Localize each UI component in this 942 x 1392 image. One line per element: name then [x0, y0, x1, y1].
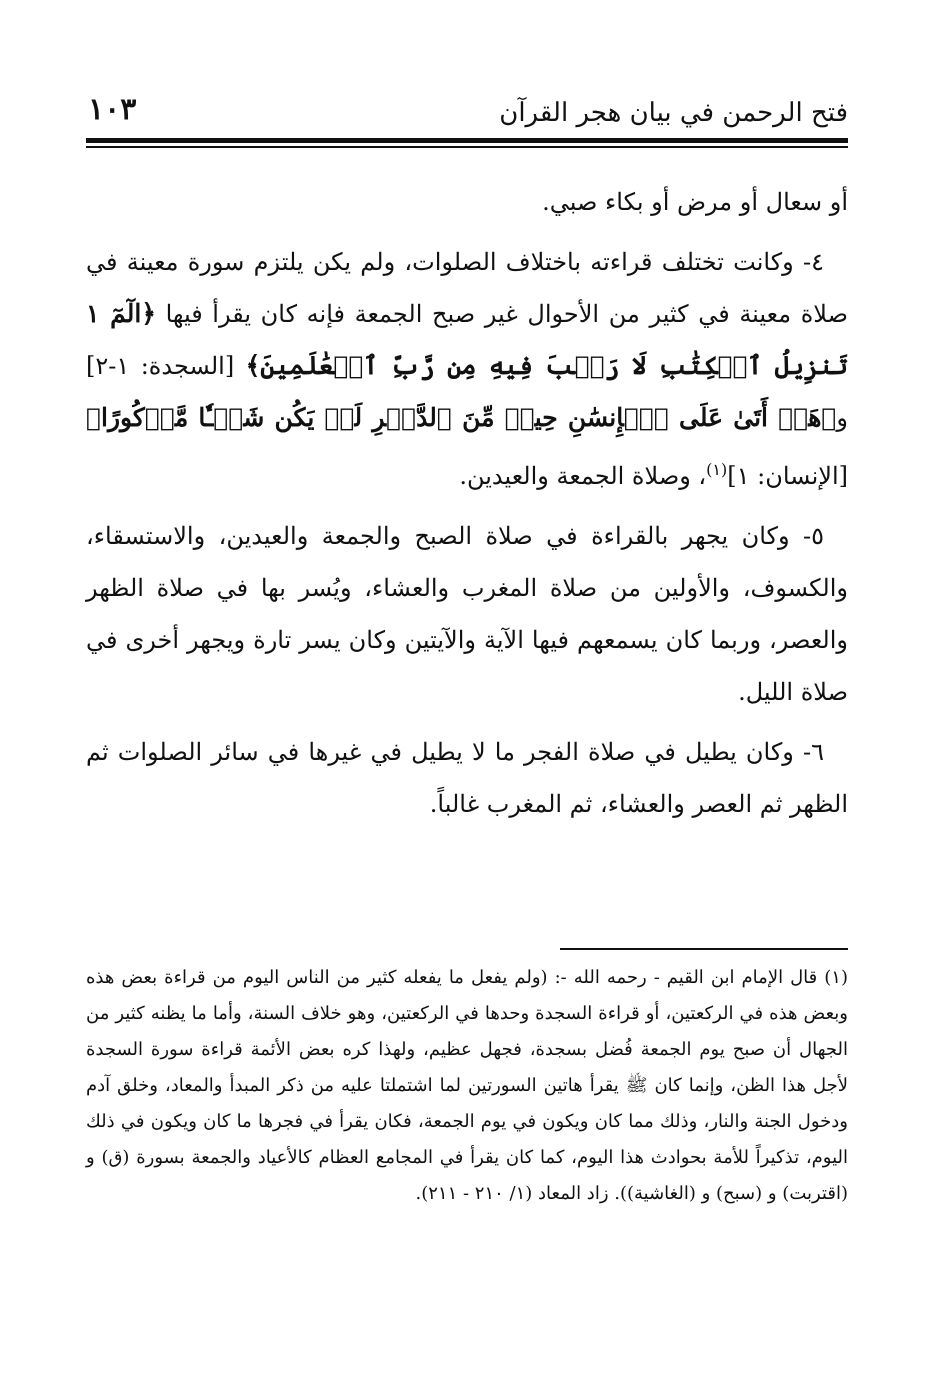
paragraph-3: ٥- وكان يجهر بالقراءة في صلاة الصبح والجمعة والعيدين، والاستسقاء، والكسوف، والأولين من صلاة المغرب والعشاء، ويُسر بها في صلاة الظهر والعصر، وربما كان يسمعهم فيها الآية والآيتين وكان يسر تارة ويجهر أخرى في صلاة الليل.	[86, 522, 848, 706]
quran-verse-insan: ﴿هَلۡ أَتَىٰ عَلَى ٱلۡإِنسَٰنِ حِينٞ مِّنَ ٱلدَّهۡرِ لَمۡ يَكُن شَيۡـٔٗا مَّذۡكُورًا﴾	[86, 403, 837, 432]
paragraph-2	[86, 236, 848, 502]
page-number: ١٠٣	[88, 92, 137, 127]
footnote-separator	[560, 948, 848, 950]
header-rule-thick	[86, 138, 848, 143]
paragraph-4: ٦- وكان يطيل في صلاة الفجر ما لا يطيل في غيرها في سائر الصلوات ثم الظهر ثم العصر والعشاء، ثم المغرب غالباً.	[86, 738, 848, 818]
quran-verse-sajdah: ﴿الٓمٓ ١ تَنزِيلُ ٱلۡكِتَٰبِ لَا رَيۡبَ فِيهِ مِن رَّبِّ ٱلۡعَٰلَمِينَ﴾	[86, 299, 848, 380]
running-header	[88, 92, 848, 136]
verse-reference-sajdah: [السجدة: ١-٢] و	[86, 352, 848, 432]
header-rule-thin	[86, 146, 848, 148]
footnote-marker: (١)	[706, 460, 728, 479]
paragraph-1: أو سعال أو مرض أو بكاء صبي.	[542, 188, 848, 216]
main-text	[86, 176, 848, 838]
footnote	[86, 960, 848, 1212]
paragraph-2-intro: ٤- وكانت تختلف قراءته باختلاف الصلوات، ولم يكن يلتزم سورة معينة في صلاة معينة في كثير من الأحوال غير صبح الجمعة فإنه كان يقرأ فيها	[86, 248, 848, 328]
book-title: فتح الرحمن في بيان هجر القرآن	[499, 98, 848, 128]
footnote-text: (١) قال الإمام ابن القيم - رحمه الله -: (ولم يفعل ما يفعله كثير من الناس اليوم من قراءة بعض هذه وبعض هذه في الركعتين، أو قراءة السجدة وحدها في الركعتين، وهو خلاف السنة، وأما ما يظنه كثير من الجهال أن صبح يوم الجمعة فُضل بسجدة، فجهل عظيم، ولهذا كره بعض الأئمة قراءة سورة السجدة لأجل هذا الظن، وإنما كان ﷺ يقرأ هاتين السورتين لما اشتملتا عليه من ذكر المبدأ والمعاد، وخلق آدم ودخول الجنة والنار، وذلك مما كان ويكون في يوم الجمعة، فكان يقرأ في فجرها ما كان ويكون في ذلك اليوم، تذكيراً للأمة بحوادث هذا اليوم، كما كان يقرأ في المجامع العظام كالأعياد والجمعة بسورة (ق) و (اقتربت) و (سبح) و (الغاشية)). زاد المعاد (١/ ٢١٠ - ٢١١).	[86, 967, 848, 1204]
paragraph-2-end: ، وصلاة الجمعة والعيدين.	[459, 462, 707, 490]
verse-reference-insan: [الإنسان: ١]	[727, 462, 848, 490]
